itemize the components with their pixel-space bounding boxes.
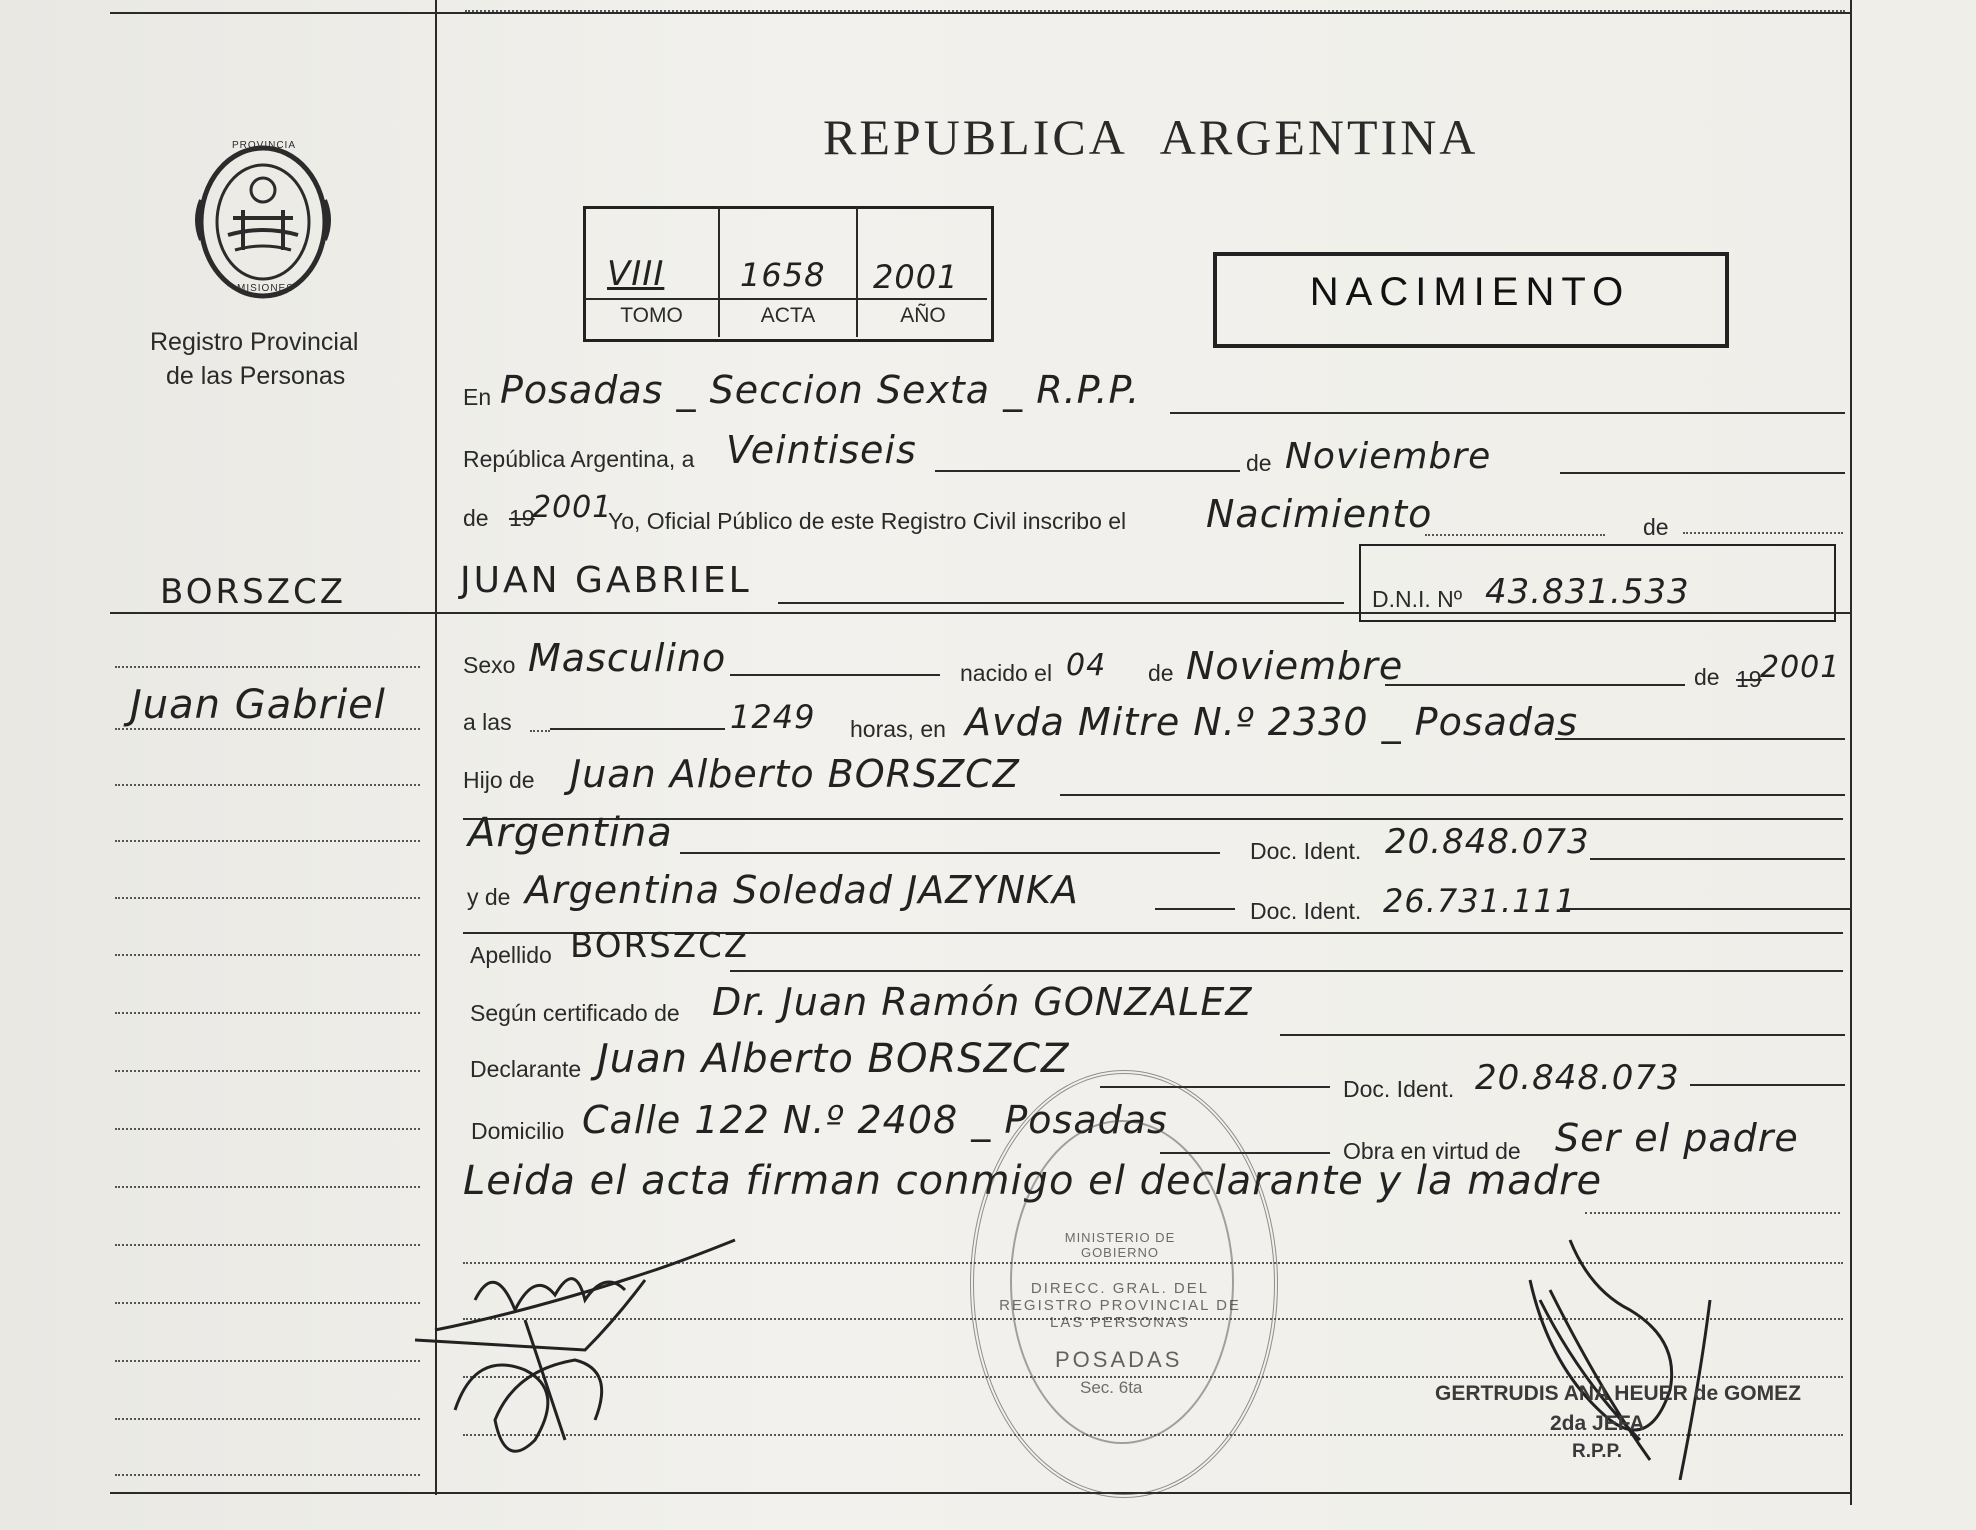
sexo-value: Masculino (528, 636, 727, 680)
de-year-label: de (463, 505, 489, 531)
obra-label: Obra en virtud de (1343, 1138, 1521, 1164)
official-office: R.P.P. (1572, 1441, 1623, 1462)
field-line (1060, 794, 1845, 796)
year-value: 2001 (532, 490, 613, 525)
field-line (1425, 534, 1605, 536)
dni-label: D.N.I. Nº (1372, 586, 1463, 612)
year-prefix: 19 (509, 505, 535, 531)
dni-value: 43.831.533 (1485, 572, 1690, 612)
ano-label: AÑO (900, 304, 946, 327)
province-seal-icon (193, 140, 333, 305)
domicilio-label: Domicilio (471, 1118, 565, 1144)
declarante-value: Juan Alberto BORSZCZ (597, 1036, 1070, 1082)
mother-doc-label: Doc. Ident. (1250, 898, 1362, 924)
doctor-value: Dr. Juan Ramón GONZALEZ (712, 980, 1253, 1024)
birth-year-value: 2001 (1760, 650, 1841, 685)
margin-line (115, 1474, 420, 1476)
margin-line (115, 784, 420, 786)
field-line (1585, 1212, 1840, 1214)
obra-value: Ser el padre (1555, 1116, 1799, 1160)
ano-value: 2001 (873, 258, 959, 296)
seal-top-text: PROVINCIA (232, 140, 297, 151)
mother-signature (1510, 1220, 1750, 1480)
margin-line (115, 897, 420, 899)
month-value: Noviembre (1285, 436, 1492, 477)
place-value: Posadas _ Seccion Sexta _ R.P.P. (500, 368, 1141, 412)
apellido-label: Apellido (470, 942, 552, 968)
margin-line (115, 728, 420, 730)
declarante-doc-label: Doc. Ident. (1343, 1076, 1455, 1102)
sexo-label: Sexo (463, 652, 516, 678)
republica-label: República Argentina, a (463, 446, 695, 472)
father-doc-value: 20.848.073 (1385, 822, 1590, 862)
field-line (1690, 1084, 1845, 1086)
margin-line (115, 1070, 420, 1072)
top-rule (110, 12, 1850, 14)
de-label: de (1246, 450, 1272, 476)
margin-line (115, 954, 420, 956)
margin-surname: BORSZCZ (160, 572, 347, 612)
de2-label: de (1643, 514, 1669, 540)
yde-label: y de (467, 884, 511, 910)
registry-name-line2: de las Personas (166, 362, 346, 390)
margin-line (115, 1360, 420, 1362)
field-line (1555, 738, 1845, 740)
tomo-value: VIII (607, 254, 665, 294)
hour-value: 1249 (730, 698, 816, 736)
acta-value: 1658 (740, 256, 826, 294)
right-border (1850, 0, 1852, 1505)
de3-label: de (1148, 660, 1174, 686)
tomo-label: TOMO (620, 304, 683, 327)
record-table-rule (585, 298, 987, 300)
official-name: GERTRUDIS ANA HEUER de GOMEZ (1435, 1382, 1801, 1405)
margin-line (115, 1012, 420, 1014)
birth-year-prefix: 19 (1736, 666, 1762, 692)
margin-line (115, 1128, 420, 1130)
stamp-sub: Sec. 6ta (1080, 1378, 1143, 1397)
field-line (1560, 908, 1850, 910)
horas-label: horas, en (850, 716, 946, 742)
field-line (530, 730, 550, 732)
field-line (730, 674, 940, 676)
acta-label: ACTA (760, 304, 816, 327)
field-line (1170, 412, 1845, 414)
birth-month-value: Noviembre (1186, 644, 1404, 688)
field-line (1385, 684, 1685, 686)
registry-name-line1: Registro Provincial (150, 328, 359, 356)
field-line (1280, 1034, 1845, 1036)
birth-day-value: 04 (1066, 648, 1107, 683)
segun-label: Según certificado de (470, 1000, 680, 1026)
birth-place-value: Avda Mitre N.º 2330 _ Posadas (965, 700, 1579, 744)
yo-oficial-text: Yo, Oficial Público de este Registro Civil inscribo el (608, 508, 1127, 534)
margin-line (115, 666, 420, 668)
margin-line (115, 1186, 420, 1188)
record-type: NACIMIENTO (1309, 270, 1631, 314)
mother-value: Argentina Soledad JAZYNKA (525, 868, 1079, 912)
field-line (730, 970, 1843, 972)
child-name-value: JUAN GABRIEL (460, 560, 752, 601)
father-nationality-value: Argentina (468, 810, 673, 856)
margin-line (115, 1302, 420, 1304)
father-doc-label: Doc. Ident. (1250, 838, 1362, 864)
act-type-value: Nacimiento (1206, 492, 1433, 536)
father-value: Juan Alberto BORSZCZ (570, 752, 1020, 796)
seal-bottom-text: MISIONES (237, 283, 294, 294)
stamp-ring-text: DIRECC. GRAL. DEL REGISTRO PROVINCIAL DE LAS PERSONAS (999, 1280, 1241, 1331)
day-value: Veintiseis (726, 428, 917, 472)
country-title: REPUBLICA ARGENTINA (823, 109, 1479, 165)
hijo-label: Hijo de (463, 767, 535, 793)
field-line (778, 602, 1344, 604)
margin-given-names: Juan Gabriel (130, 682, 386, 728)
stamp-city: POSADAS (1055, 1347, 1183, 1372)
field-line (935, 470, 1240, 472)
declarante-label: Declarante (470, 1056, 582, 1082)
domicilio-value: Calle 122 N.º 2408 _ Posadas (582, 1098, 1168, 1142)
top-dotted-line (465, 10, 1845, 12)
apellido-value: BORSZCZ (570, 926, 750, 966)
field-line (680, 852, 1220, 854)
margin-line (115, 840, 420, 842)
declarante-doc-value: 20.848.073 (1475, 1058, 1680, 1098)
official-title: 2da JEFA (1550, 1412, 1645, 1435)
field-line (550, 728, 725, 730)
field-line (1590, 858, 1845, 860)
mother-doc-value: 26.731.111 (1383, 882, 1577, 920)
margin-line (115, 1244, 420, 1246)
declarant-signature (415, 1200, 755, 1480)
de4-label: de (1694, 664, 1720, 690)
a-las-label: a las (463, 709, 512, 735)
field-line (1560, 472, 1845, 474)
stamp-inner-text: MINISTERIO DE GOBIERNO (1064, 1230, 1176, 1260)
bottom-rule (110, 1492, 1850, 1494)
nacido-label: nacido el (960, 660, 1053, 686)
field-line (1683, 532, 1843, 534)
closing-text: Leida el acta firman conmigo el declarante y la madre (463, 1158, 1603, 1204)
margin-line (115, 1418, 420, 1420)
en-label: En (463, 384, 492, 410)
field-line (1155, 908, 1235, 910)
